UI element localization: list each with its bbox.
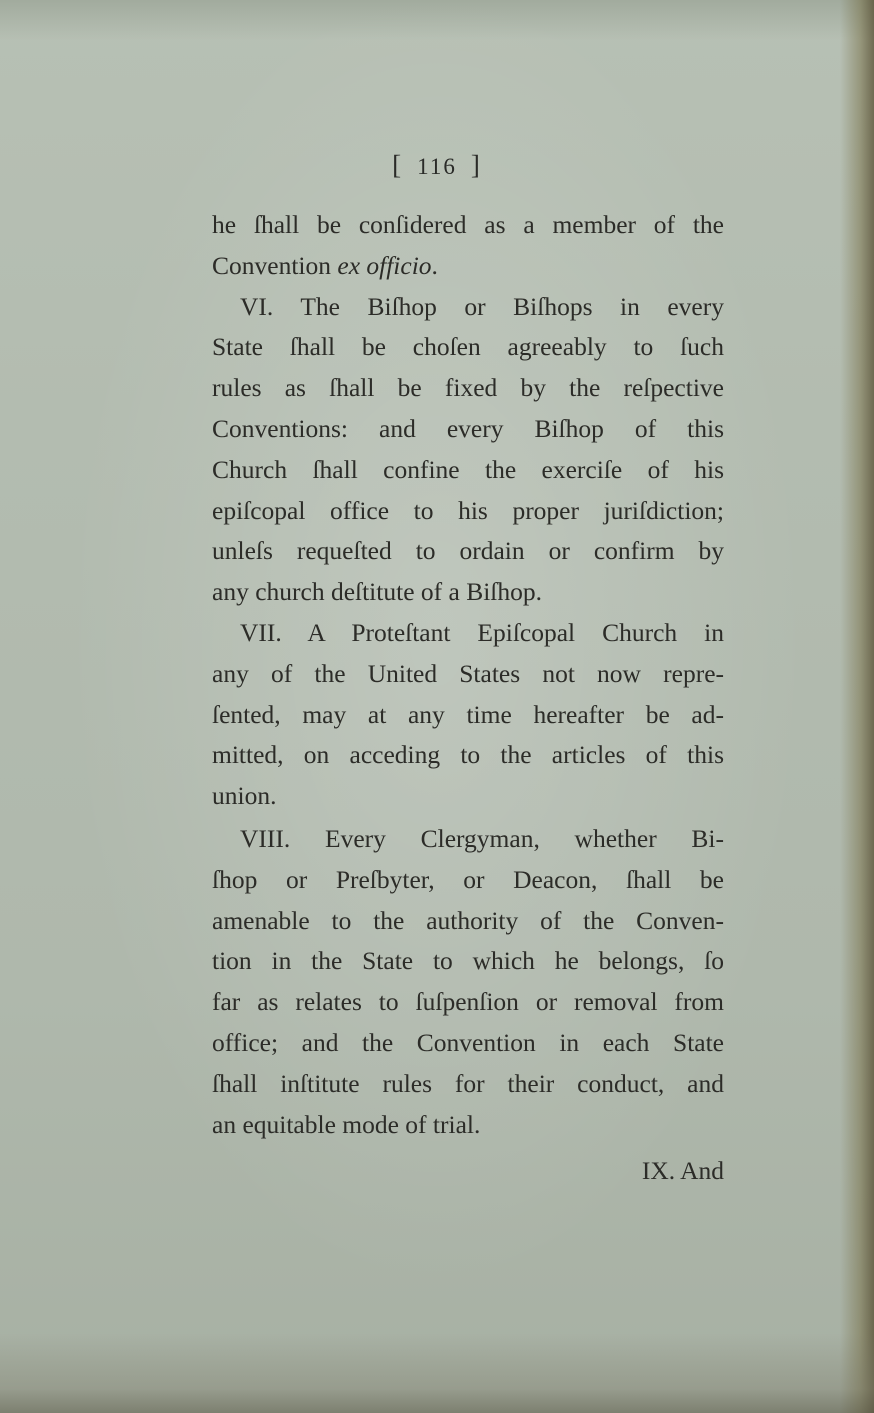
page-top-shadow — [0, 0, 874, 40]
text-line — [212, 246, 724, 287]
text-line: Conventions: and every Biſhop of this — [212, 413, 724, 443]
paragraph-article-viii — [212, 819, 724, 1145]
italic-phrase: ex officio — [337, 250, 432, 280]
paragraph-article-vii — [212, 613, 724, 817]
text-line: ſhop or Preſbyter, or Deacon, ſhall be — [212, 864, 724, 894]
text-line: he ſhall be conſidered as a member of the — [212, 210, 724, 239]
text-line: any of the United States not now repre- — [212, 658, 724, 688]
text-line: union. — [212, 781, 277, 811]
text-line: unleſs requeſted to ordain or confirm by — [212, 536, 724, 566]
catchword: IX. And — [641, 1156, 724, 1185]
text-line: rules as ſhall be fixed by the reſpective — [212, 373, 724, 403]
text-line: tion in the State to which he belongs, ſo — [212, 946, 724, 976]
text-line-part: Convention ex officio. — [212, 250, 438, 280]
page-bottom-edge — [0, 1333, 874, 1413]
text-line: ſhall inſtitute rules for their conduct, and — [212, 1068, 724, 1098]
text-line: epiſcopal office to his proper juriſdiction; — [212, 495, 724, 525]
page-number: 116 — [417, 154, 457, 179]
page-right-edge — [840, 0, 874, 1413]
text-line: office; and the Convention in each State — [212, 1027, 724, 1057]
text-line: an equitable mode of trial. — [212, 1109, 481, 1139]
text-line: State ſhall be choſen agreeably to ſuch — [212, 332, 724, 362]
body-text — [212, 205, 724, 1145]
paragraph-continuation — [212, 205, 724, 287]
text-line: mitted, on acceding to the articles of this — [212, 740, 724, 770]
text-line: VI. The Biſhop or Biſhops in every — [240, 291, 724, 321]
paragraph-article-vi — [212, 287, 724, 613]
page-header — [0, 150, 874, 181]
bracket-close: ] — [470, 150, 482, 180]
text-line: Church ſhall confine the exerciſe of his — [212, 454, 724, 484]
bracket-open: [ — [392, 150, 404, 180]
text-line: VII. A Proteſtant Epiſcopal Church in — [240, 617, 724, 647]
text-line: far as relates to ſuſpenſion or removal from — [212, 987, 724, 1017]
text-line: VIII. Every Clergyman, whether Bi- — [240, 823, 724, 853]
text-line: ſented, may at any time hereafter be ad- — [212, 699, 724, 729]
text-line: any church deſtitute of a Biſhop. — [212, 577, 542, 607]
text-line: amenable to the authority of the Conven- — [212, 905, 724, 935]
